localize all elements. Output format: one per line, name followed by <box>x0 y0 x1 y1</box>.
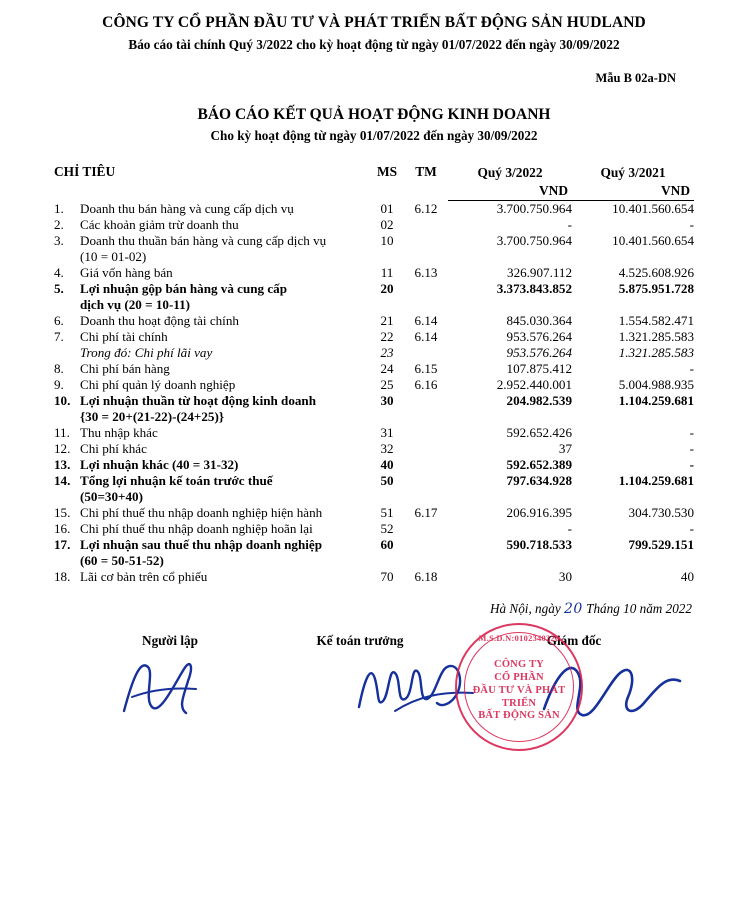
row-number: 6. <box>54 313 64 329</box>
row-note: 6.17 <box>414 505 438 521</box>
signature-roles <box>0 633 748 649</box>
stamp-line-2: CỔ PHẦN <box>494 671 544 683</box>
row-code: 51 <box>380 505 394 521</box>
row-code: 01 <box>380 201 394 217</box>
row-value-prior: - <box>689 217 694 233</box>
row-value-current: 326.907.112 <box>507 265 572 281</box>
row-number: 10. <box>54 393 71 409</box>
row-value-prior: 1.104.259.681 <box>618 473 694 489</box>
row-value-current: 797.634.928 <box>506 473 572 489</box>
role-chief-accountant: Kế toán trưởng <box>316 633 404 649</box>
row-value-prior: 1.321.285.583 <box>618 345 694 361</box>
row-code: 30 <box>380 393 394 409</box>
col-header-tm: TM <box>415 164 437 179</box>
place-date-suffix: Tháng 10 năm 2022 <box>586 601 692 617</box>
row-label <box>80 345 370 361</box>
row-value-current: 3.700.750.964 <box>496 201 572 217</box>
row-value-current: - <box>567 217 572 233</box>
row-label <box>80 377 370 393</box>
company-name: CÔNG TY CỔ PHẦN ĐẦU TƯ VÀ PHÁT TRIỂN BẤT ĐỘNG SẢN HUDLAND <box>102 14 646 31</box>
col-header-unit-current: VND <box>538 183 568 199</box>
row-label <box>80 329 370 345</box>
row-label <box>80 393 370 425</box>
col-header-period-prior <box>572 164 694 200</box>
col-header-unit-prior: VND <box>660 183 690 199</box>
row-label <box>80 521 370 537</box>
place-date-prefix: Hà Nội, ngày <box>490 601 561 617</box>
table-row <box>54 521 694 537</box>
row-value-prior: - <box>689 361 694 377</box>
row-note <box>404 521 448 537</box>
row-label-main: Chi phí khác <box>80 441 147 457</box>
row-value-prior: 40 <box>680 569 694 585</box>
row-label-main: Giá vốn hàng bán <box>80 265 173 281</box>
row-code: 22 <box>380 329 394 345</box>
table-row <box>54 361 694 377</box>
stamp-line-4: BẤT ĐỘNG SẢN <box>478 710 560 722</box>
row-label <box>80 233 370 265</box>
row-value-current: 107.875.412 <box>506 361 572 377</box>
row-number: 1. <box>54 201 64 217</box>
row-label-main: Lợi nhuận thuần từ hoạt động kinh doanh <box>80 393 317 409</box>
row-value-prior: 1.321.285.583 <box>618 329 694 345</box>
row-note: 6.16 <box>414 377 438 393</box>
table-row <box>54 265 694 281</box>
table-row <box>54 329 694 345</box>
form-code: Mẫu B 02a-DN <box>595 71 676 85</box>
document-header <box>0 14 748 53</box>
row-label-main: Chi phí thuế thu nhập doanh nghiệp hoãn lại <box>80 521 313 537</box>
row-value-current: 953.576.264 <box>506 329 572 345</box>
row-note <box>404 441 448 457</box>
row-note <box>404 281 448 313</box>
row-code: 32 <box>380 441 394 457</box>
row-code: 20 <box>380 281 394 297</box>
place-date-day: 20 <box>564 601 583 618</box>
row-label-main: Chi phí quản lý doanh nghiệp <box>80 377 236 393</box>
row-code: 50 <box>380 473 394 489</box>
row-label <box>80 281 370 313</box>
row-value-current: 204.982.539 <box>506 393 572 409</box>
row-value-current: 845.030.364 <box>506 313 572 329</box>
row-number: 5. <box>54 281 64 297</box>
table-row <box>54 457 694 473</box>
row-number: 8. <box>54 361 64 377</box>
row-label <box>80 361 370 377</box>
row-label-main: Lãi cơ bản trên cổ phiếu <box>80 569 208 585</box>
row-value-current: 3.373.843.852 <box>496 281 572 297</box>
row-note <box>404 217 448 233</box>
col-header-ms: MS <box>376 164 398 179</box>
row-label-main: Doanh thu thuần bán hàng và cung cấp dịch vụ <box>80 233 327 249</box>
row-label <box>80 473 370 505</box>
row-value-current: 592.652.389 <box>506 457 572 473</box>
row-value-current: - <box>567 521 572 537</box>
table-row <box>54 425 694 441</box>
report-subtitle: Báo cáo tài chính Quý 3/2022 cho kỳ hoạt động từ ngày 01/07/2022 đến ngày 30/09/2022 <box>128 37 620 52</box>
row-code: 40 <box>380 457 394 473</box>
row-value-prior: - <box>689 521 694 537</box>
row-label-main: Tổng lợi nhuận kế toán trước thuế <box>80 473 273 489</box>
row-value-prior: 1.554.582.471 <box>618 313 694 329</box>
financial-report-page <box>0 14 748 910</box>
row-code: 21 <box>380 313 394 329</box>
row-value-prior: 304.730.530 <box>628 505 694 521</box>
row-value-current: 206.916.395 <box>506 505 572 521</box>
stamp-text <box>457 659 581 723</box>
table-row <box>54 393 694 425</box>
row-code: 52 <box>380 521 394 537</box>
income-statement-table <box>54 164 694 585</box>
row-note <box>404 473 448 505</box>
row-number: 11. <box>54 425 70 441</box>
page-title: BÁO CÁO KẾT QUẢ HOẠT ĐỘNG KINH DOANH <box>197 106 551 123</box>
row-number: 3. <box>54 233 64 249</box>
row-label-main: Chi phí thuế thu nhập doanh nghiệp hiện hành <box>80 505 323 521</box>
row-code: 11 <box>380 265 394 281</box>
row-label-main: Chi phí tài chính <box>80 329 168 345</box>
signature-preparer <box>118 651 228 721</box>
row-number <box>54 345 80 361</box>
table-row <box>54 569 694 585</box>
row-value-current: 3.700.750.964 <box>496 233 572 249</box>
col-header-period-prior-label: Quý 3/2021 <box>600 165 666 180</box>
col-header-indicator: CHỈ TIÊU <box>54 164 116 179</box>
table-row <box>54 377 694 393</box>
page-title-period: Cho kỳ hoạt động từ ngày 01/07/2022 đến ngày 30/09/2022 <box>210 128 538 143</box>
row-value-current: 953.576.264 <box>506 345 572 361</box>
row-code: 02 <box>380 217 394 233</box>
row-value-prior: - <box>689 425 694 441</box>
row-note: 6.18 <box>414 569 438 585</box>
row-value-current: 2.952.440.001 <box>496 377 572 393</box>
row-number: 4. <box>54 265 64 281</box>
role-director: Giám đốc <box>546 633 602 649</box>
col-header-period-current <box>448 164 572 200</box>
row-number: 18. <box>54 569 71 585</box>
row-label <box>80 505 370 521</box>
row-label <box>80 201 370 217</box>
row-value-prior: - <box>689 457 694 473</box>
row-value-prior: 4.525.608.926 <box>618 265 694 281</box>
row-code: 24 <box>380 361 394 377</box>
row-code: 10 <box>380 233 394 249</box>
row-value-prior: 10.401.560.654 <box>612 233 694 249</box>
row-number: 12. <box>54 441 71 457</box>
table-row <box>54 441 694 457</box>
row-code: 60 <box>380 537 394 553</box>
role-preparer: Người lập <box>142 633 198 649</box>
row-label-main: Lợi nhuận sau thuế thu nhập doanh nghiệp <box>80 537 322 553</box>
table-row <box>54 313 694 329</box>
company-stamp <box>455 623 583 751</box>
row-label-formula: (10 = 01-02) <box>80 249 147 265</box>
row-code: 70 <box>380 569 394 585</box>
row-number: 15. <box>54 505 71 521</box>
row-label-main: Các khoản giảm trừ doanh thu <box>80 217 239 233</box>
row-note: 6.14 <box>414 313 438 329</box>
row-label-formula: {30 = 20+(21-22)-(24+25)} <box>80 409 224 425</box>
table-row <box>54 233 694 265</box>
row-code: 31 <box>380 425 394 441</box>
table-body <box>54 201 694 585</box>
row-label <box>80 313 370 329</box>
row-number: 13. <box>54 457 71 473</box>
row-number: 17. <box>54 537 71 553</box>
table-row <box>54 281 694 313</box>
stamp-line-1: CÔNG TY <box>494 659 544 671</box>
row-number: 16. <box>54 521 71 537</box>
row-number: 9. <box>54 377 64 393</box>
row-note <box>404 233 448 265</box>
row-code: 23 <box>380 345 394 361</box>
row-note: 6.13 <box>414 265 438 281</box>
col-header-period-current-label: Quý 3/2022 <box>477 165 543 180</box>
row-label-main: Trong đó: Chi phí lãi vay <box>80 345 213 361</box>
stamp-business-code: M.S.D.N:0102340326 <box>478 634 560 644</box>
table-header <box>54 164 694 201</box>
row-label <box>80 217 370 233</box>
row-label <box>80 425 370 441</box>
row-value-prior: 5.875.951.728 <box>618 281 694 297</box>
row-label-main: Doanh thu hoạt động tài chính <box>80 313 239 329</box>
place-and-date <box>0 601 748 617</box>
row-number: 2. <box>54 217 64 233</box>
row-value-current: 590.718.533 <box>506 537 572 553</box>
row-value-prior: 5.004.988.935 <box>618 377 694 393</box>
row-label <box>80 265 370 281</box>
row-value-current: 592.652.426 <box>506 425 572 441</box>
row-label-main: Thu nhập khác <box>80 425 158 441</box>
row-note <box>404 345 448 361</box>
row-note <box>404 457 448 473</box>
row-label-main: Chi phí bán hàng <box>80 361 170 377</box>
row-note <box>404 537 448 569</box>
table-row <box>54 505 694 521</box>
row-value-current: 37 <box>558 441 572 457</box>
row-label <box>80 441 370 457</box>
row-label <box>80 457 370 473</box>
row-value-prior: - <box>689 441 694 457</box>
row-label-main: Doanh thu bán hàng và cung cấp dịch vụ <box>80 201 294 217</box>
row-number: 7. <box>54 329 64 345</box>
row-note: 6.15 <box>414 361 438 377</box>
row-note <box>404 425 448 441</box>
table-row <box>54 473 694 505</box>
row-note <box>404 393 448 425</box>
row-code: 25 <box>380 377 394 393</box>
stamp-line-3: ĐẦU TƯ VÀ PHÁT TRIỂN <box>472 684 566 709</box>
table-row <box>54 345 694 361</box>
row-value-prior: 799.529.151 <box>628 537 694 553</box>
row-label-formula: dịch vụ (20 = 10-11) <box>80 297 191 313</box>
row-value-prior: 1.104.259.681 <box>618 393 694 409</box>
row-note: 6.14 <box>414 329 438 345</box>
row-label-main: Lợi nhuận gộp bán hàng và cung cấp <box>80 281 288 297</box>
row-note: 6.12 <box>414 201 438 217</box>
row-value-current: 30 <box>558 569 572 585</box>
table-row <box>54 217 694 233</box>
row-label-formula: (50=30+40) <box>80 489 143 505</box>
table-row <box>54 537 694 569</box>
signature-block <box>0 601 748 722</box>
row-number: 14. <box>54 473 71 489</box>
row-label-main: Lợi nhuận khác (40 = 31-32) <box>80 457 239 473</box>
row-value-prior: 10.401.560.654 <box>612 201 694 217</box>
row-label <box>80 569 370 585</box>
row-label-formula: (60 = 50-51-52) <box>80 553 164 569</box>
table-row <box>54 201 694 217</box>
row-label <box>80 537 370 569</box>
